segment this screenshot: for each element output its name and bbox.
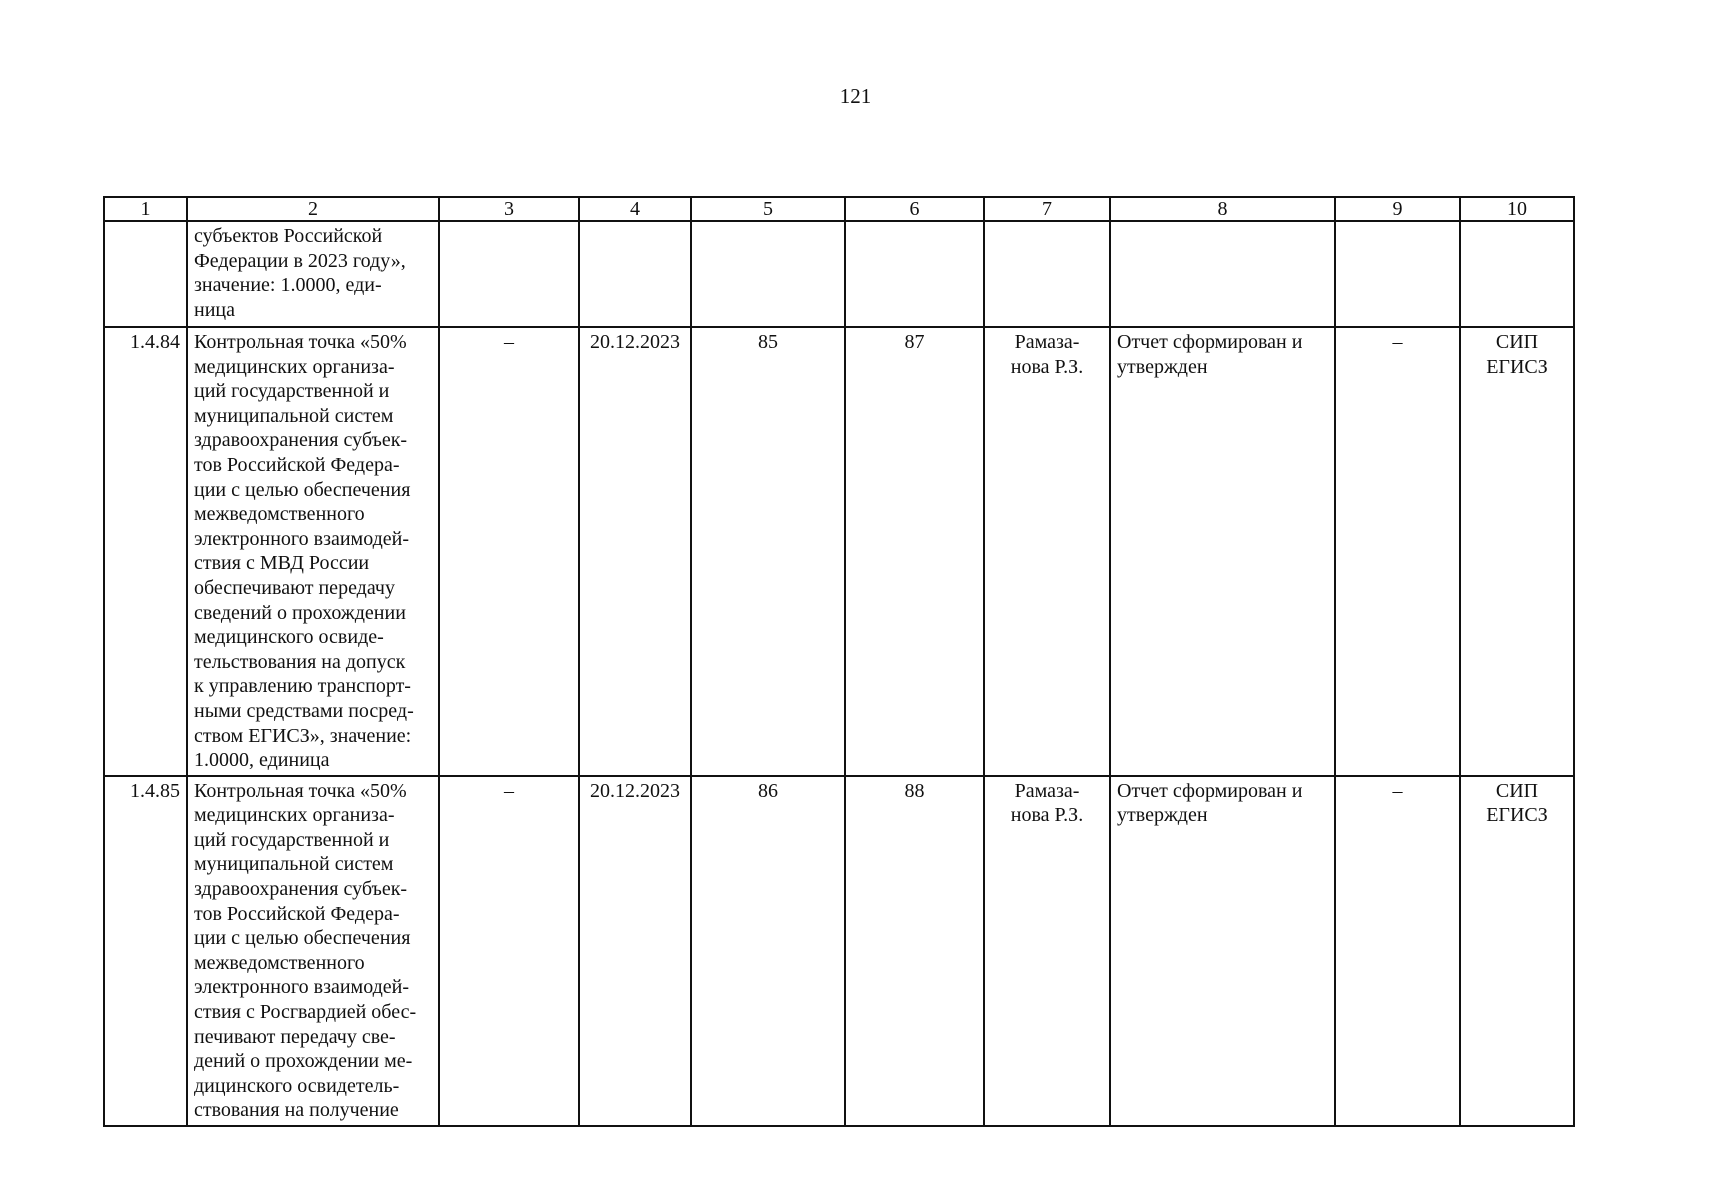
row-number-cell: 1.4.85 <box>104 776 187 1126</box>
header-row <box>104 197 1574 221</box>
description-cell: Контрольная точка «50% медицинских организа- ций государственной и муниципальной систем здравоохранения субъек- тов Российской Федера- ции с целью обеспечения межведомственного электронного взаимодей- ствия с Росгвардией обес- печивают передачу све- дений о прохождении ме- дицинского освидетель- ствования на получение <box>187 776 439 1126</box>
responsible-cell <box>984 221 1110 327</box>
column-header: 10 <box>1460 197 1574 221</box>
column-header: 4 <box>579 197 691 221</box>
table-row <box>104 776 1574 1126</box>
responsible-cell: Рамаза- нова Р.З. <box>984 776 1110 1126</box>
result-cell: Отчет сформирован и утвержден <box>1110 776 1335 1126</box>
value-cell: 86 <box>691 776 845 1126</box>
value-cell <box>691 221 845 327</box>
col3-cell: – <box>439 776 579 1126</box>
system-cell: СИП ЕГИСЗ <box>1460 776 1574 1126</box>
col3-cell: – <box>439 327 579 776</box>
column-header: 6 <box>845 197 984 221</box>
row-number-cell: 1.4.84 <box>104 327 187 776</box>
row-number-cell <box>104 221 187 327</box>
responsible-cell: Рамаза- нова Р.З. <box>984 327 1110 776</box>
value-cell <box>845 221 984 327</box>
page-number: 121 <box>839 84 872 108</box>
table-row <box>104 221 1574 327</box>
value-cell: 88 <box>845 776 984 1126</box>
column-header: 3 <box>439 197 579 221</box>
col9-cell: – <box>1335 776 1460 1126</box>
column-header: 8 <box>1110 197 1335 221</box>
date-cell: 20.12.2023 <box>579 327 691 776</box>
table-row <box>104 327 1574 776</box>
column-header: 2 <box>187 197 439 221</box>
result-cell <box>1110 221 1335 327</box>
plan-table <box>103 196 1575 1127</box>
description-cell: субъектов Российской Федерации в 2023 году», значение: 1.0000, еди- ница <box>187 221 439 327</box>
col9-cell <box>1335 221 1460 327</box>
column-header: 1 <box>104 197 187 221</box>
value-cell: 85 <box>691 327 845 776</box>
column-header: 9 <box>1335 197 1460 221</box>
col3-cell <box>439 221 579 327</box>
description-cell: Контрольная точка «50% медицинских организа- ций государственной и муниципальной систем здравоохранения субъек- тов Российской Федера- ции с целью обеспечения межведомственного электронного взаимодей- ствия с МВД России обеспечивают передачу сведений о прохождении медицинского освиде- тельствования на допуск к управлению транспорт- ными средствами посред- ством ЕГИСЗ», значение: 1.0000, единица <box>187 327 439 776</box>
date-cell: 20.12.2023 <box>579 776 691 1126</box>
system-cell <box>1460 221 1574 327</box>
value-cell: 87 <box>845 327 984 776</box>
column-header: 7 <box>984 197 1110 221</box>
col9-cell: – <box>1335 327 1460 776</box>
system-cell: СИП ЕГИСЗ <box>1460 327 1574 776</box>
column-header: 5 <box>691 197 845 221</box>
result-cell: Отчет сформирован и утвержден <box>1110 327 1335 776</box>
date-cell <box>579 221 691 327</box>
